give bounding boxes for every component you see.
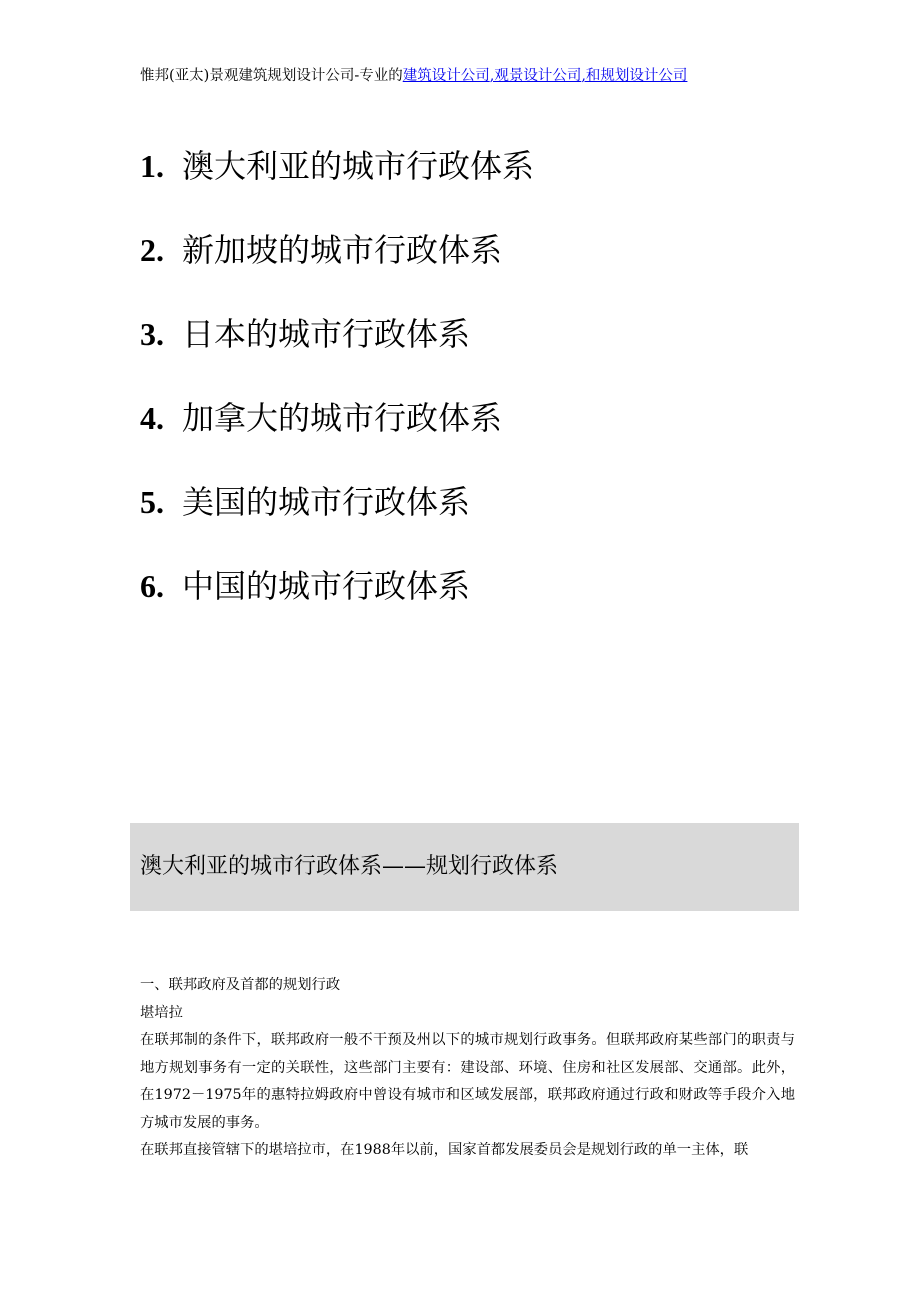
header-link-landscape[interactable]: ,观景设计公司 xyxy=(489,68,582,84)
toc-item-number: 4. xyxy=(140,400,164,436)
section-title: 澳大利亚的城市行政体系——规划行政体系 xyxy=(140,854,559,879)
toc-item-number: 6. xyxy=(140,568,164,604)
toc-item-label: 日本的城市行政体系 xyxy=(182,315,471,353)
toc-item-canada xyxy=(140,392,534,476)
header-link-architecture[interactable]: 建筑设计公司 xyxy=(402,68,490,84)
place-heading: 堪培拉 xyxy=(140,1004,183,1021)
paragraph: 在联邦制的条件下，联邦政府一般不干预及州以下的城市规划行政事务。但联邦政府某些部门的职责与地方规划事务有一定的关联性，这些部门主要有：建设部、环境、住房和社区发展部、交通部。此外，在1972－1975年的惠特拉姆政府中曾设有城市和区域发展部，联邦政府通过行政和财政等手段介入地方城市发展的事务。 xyxy=(140,1032,795,1131)
toc-item-japan xyxy=(140,308,534,392)
header-link-planning[interactable]: ,和规划设计公司 xyxy=(581,68,688,84)
document-header xyxy=(140,66,687,86)
toc-item-label: 中国的城市行政体系 xyxy=(182,567,471,605)
table-of-contents xyxy=(140,140,534,644)
paragraph: 在联邦直接管辖下的堪培拉市，在1988年以前，国家首都发展委员会是规划行政的单一主体，联 xyxy=(140,1142,749,1158)
toc-item-usa xyxy=(140,476,534,560)
toc-item-label: 新加坡的城市行政体系 xyxy=(182,231,503,269)
toc-item-number: 5. xyxy=(140,484,164,520)
body-text xyxy=(140,972,795,1165)
toc-item-number: 1. xyxy=(140,148,164,184)
toc-item-label: 美国的城市行政体系 xyxy=(182,483,471,521)
section-banner xyxy=(130,823,799,911)
toc-item-singapore xyxy=(140,224,534,308)
subheading: 一、联邦政府及首都的规划行政 xyxy=(140,977,341,993)
toc-item-china xyxy=(140,560,534,644)
header-company-text: 惟邦(亚太)景观建筑规划设计公司-专业的 xyxy=(140,68,403,84)
toc-item-number: 3. xyxy=(140,316,164,352)
toc-item-label: 加拿大的城市行政体系 xyxy=(182,399,503,437)
toc-item-label: 澳大利亚的城市行政体系 xyxy=(182,147,535,185)
toc-item-number: 2. xyxy=(140,232,164,268)
toc-item-australia xyxy=(140,140,534,224)
